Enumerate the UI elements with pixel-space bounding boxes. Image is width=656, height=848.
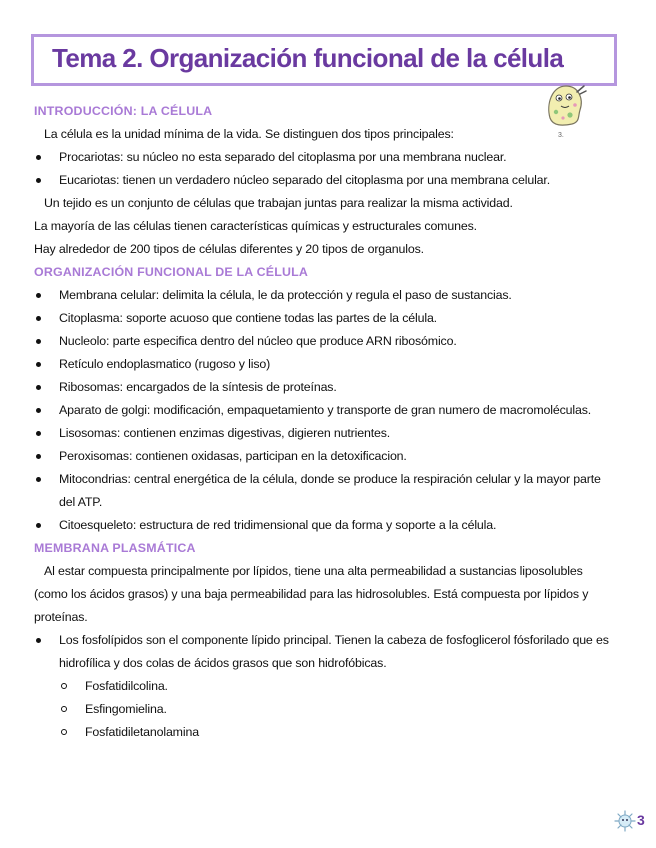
- svg-text:3.: 3.: [558, 132, 564, 139]
- section-heading-intro: INTRODUCCIÓN: LA CÉLULA: [34, 104, 213, 118]
- intro-list: [34, 146, 614, 192]
- page-title: Tema 2. Organización funcional de la célula: [52, 43, 564, 73]
- list-item: Eucariotas: tienen un verdadero núcleo separado del citoplasma por una membrana celular.: [34, 169, 614, 192]
- sub-list-item: Fosfatidiletanolamina: [34, 721, 614, 744]
- section-heading-membrana: MEMBRANA PLASMÁTICA: [34, 541, 196, 555]
- document-body: [34, 100, 614, 744]
- membrana-paragraph: Al estar compuesta principalmente por lípidos, tiene una alta permeabilidad a sustancias liposolubles (como los ácidos grasos) y una baja permeabilidad para las hidrosolubles. Está compuesta por lípidos y proteínas.: [34, 564, 589, 624]
- sub-list-item: Fosfatidilcolina.: [34, 675, 614, 698]
- membrana-list: [34, 629, 614, 744]
- list-item: Mitocondrias: central energética de la célula, donde se produce la respiración celular y la mayor parte del ATP.: [34, 468, 614, 514]
- intro-lead: La célula es la unidad mínima de la vida. Se distinguen dos tipos principales:: [44, 127, 454, 141]
- list-item: Los fosfolípidos son el componente lípido principal. Tienen la cabeza de fosfoglicerol fósforilado que es hidrofílica y dos colas de ácidos grasos que son hidrofóbicas.: [34, 629, 614, 675]
- page-footer: [612, 808, 650, 838]
- intro-paragraph: La mayoría de las células tienen características químicas y estructurales comunes.: [34, 219, 477, 233]
- organelle-list: [34, 284, 614, 537]
- list-item: Lisosomas: contienen enzimas digestivas, digieren nutrientes.: [34, 422, 614, 445]
- list-item: Procariotas: su núcleo no esta separado del citoplasma por una membrana nuclear.: [34, 146, 614, 169]
- list-item: Aparato de golgi: modificación, empaquetamiento y transporte de gran numero de macromoléculas.: [34, 399, 614, 422]
- intro-paragraph: Hay alrededor de 200 tipos de células diferentes y 20 tipos de organulos.: [34, 242, 424, 256]
- list-item: Citoesqueleto: estructura de red tridimensional que da forma y soporte a la célula.: [34, 514, 614, 537]
- list-item: Retículo endoplasmatico (rugoso y liso): [34, 353, 614, 376]
- microbe-icon: [612, 808, 640, 836]
- list-item: Citoplasma: soporte acuoso que contiene todas las partes de la célula.: [34, 307, 614, 330]
- list-item: Peroxisomas: contienen oxidasas, participan en la detoxificacion.: [34, 445, 614, 468]
- list-item: Nucleolo: parte especifica dentro del núcleo que produce ARN ribosómico.: [34, 330, 614, 353]
- list-item: Ribosomas: encargados de la síntesis de proteínas.: [34, 376, 614, 399]
- section-heading-organizacion: ORGANIZACIÓN FUNCIONAL DE LA CÉLULA: [34, 265, 309, 279]
- page-number: 3: [637, 812, 645, 828]
- list-item: Membrana celular: delimita la célula, le da protección y regula el paso de sustancias.: [34, 284, 614, 307]
- title-box: [31, 34, 617, 86]
- intro-paragraph: Un tejido es un conjunto de células que trabajan juntas para realizar la misma actividad.: [44, 196, 513, 210]
- sub-list-item: Esfingomielina.: [34, 698, 614, 721]
